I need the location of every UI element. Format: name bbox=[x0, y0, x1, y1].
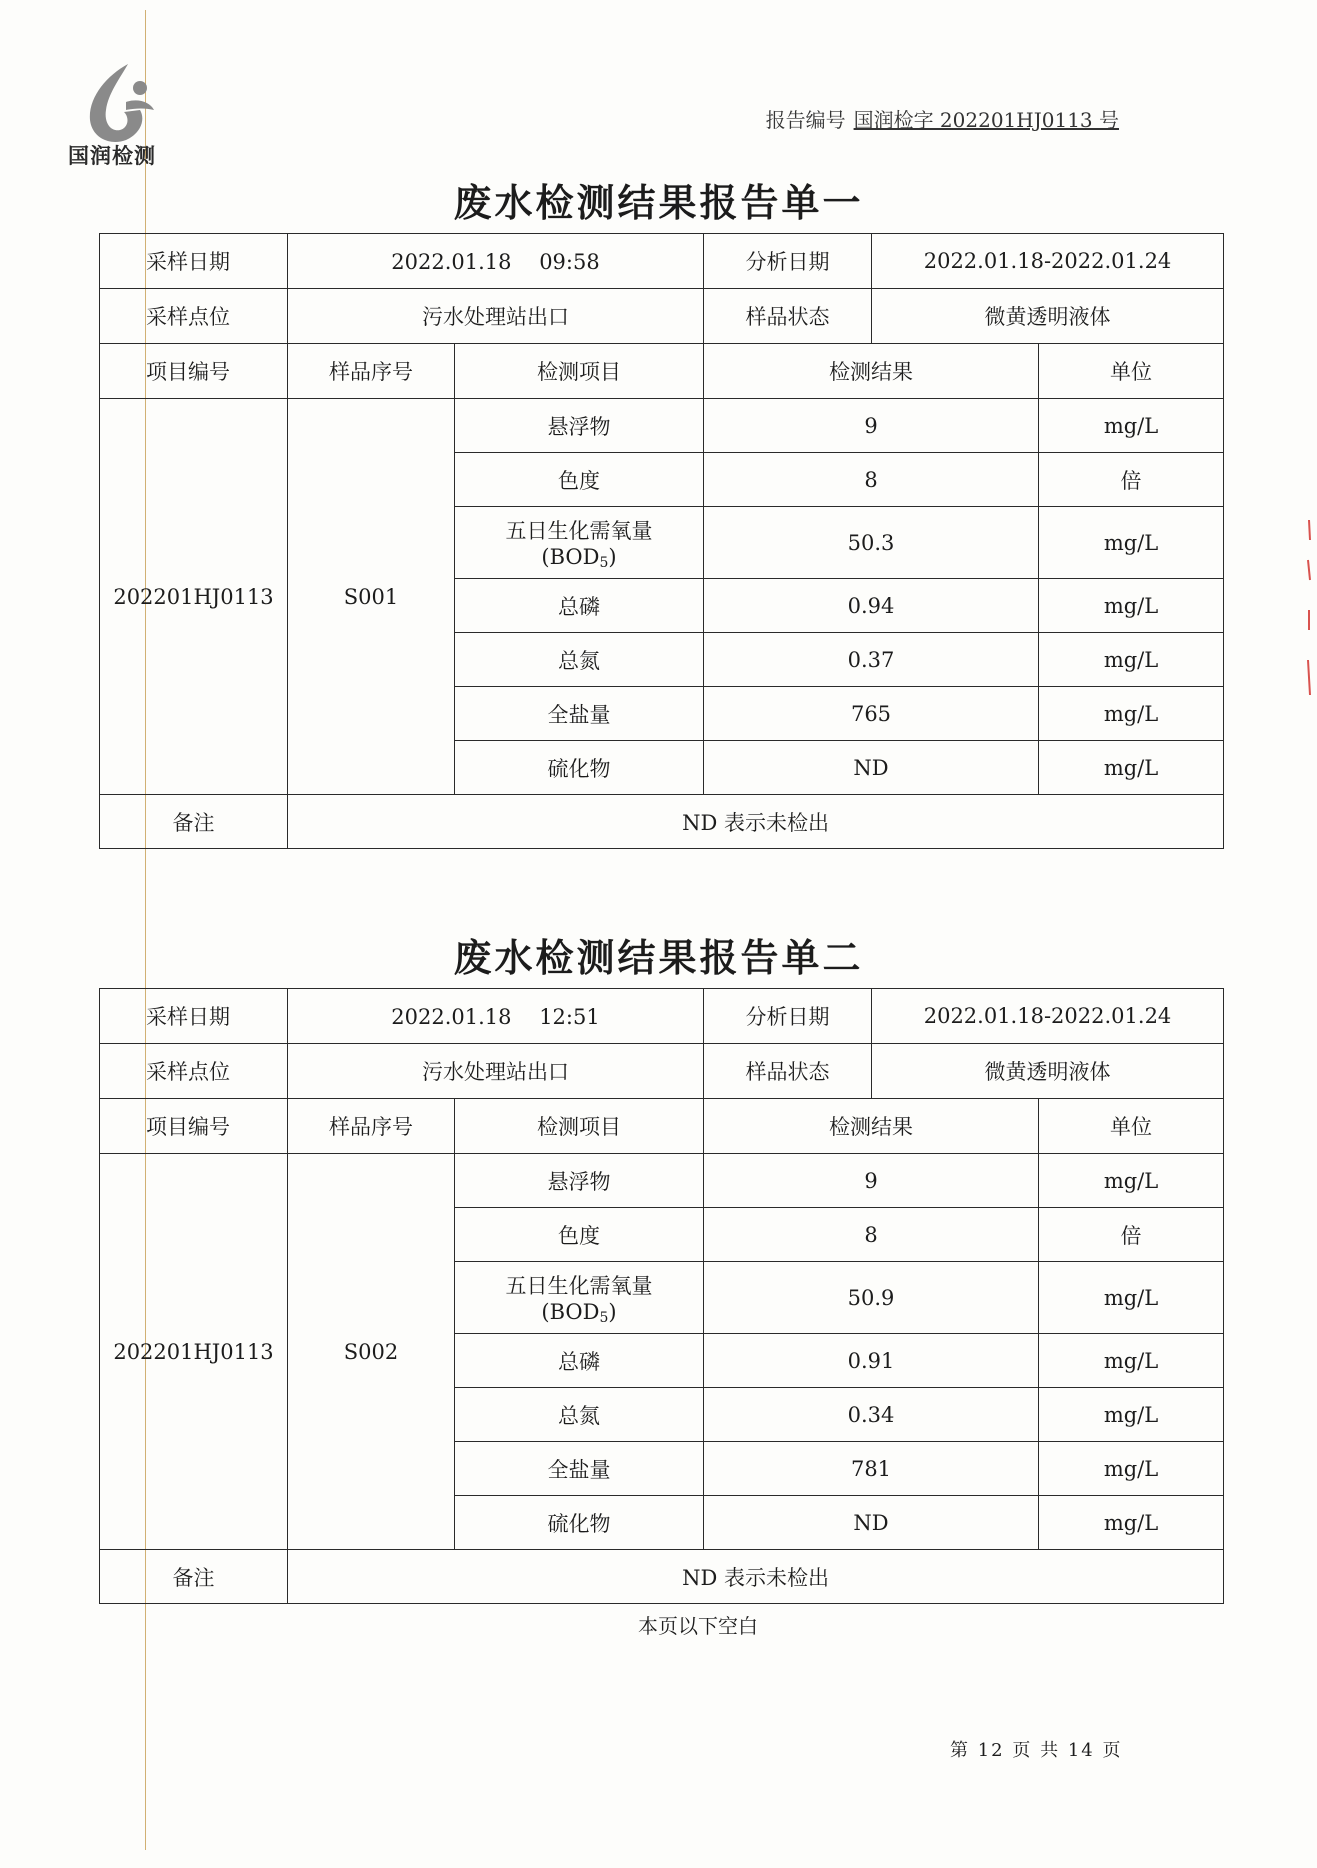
sampling-date-label: 采样日期 bbox=[100, 234, 288, 289]
remark-value: ND 表示未检出 bbox=[288, 795, 1224, 849]
page-prefix: 第 bbox=[950, 1740, 970, 1761]
test-result: 781 bbox=[704, 1442, 1039, 1496]
test-unit: mg/L bbox=[1039, 1154, 1224, 1208]
sample-seq-value: S001 bbox=[288, 399, 455, 795]
table-header-row bbox=[100, 344, 1224, 399]
page-total: 14 bbox=[1067, 1740, 1095, 1761]
table-header-row bbox=[100, 1099, 1224, 1154]
table-row bbox=[100, 1550, 1224, 1604]
company-name: 国润检测 bbox=[68, 144, 156, 168]
test-item: 悬浮物 bbox=[455, 1154, 704, 1208]
bod-subscript: 5 bbox=[599, 1309, 609, 1326]
report-no-value: 国润检字 202201HJ0113 号 bbox=[853, 108, 1119, 132]
test-item-line1: 五日生化需氧量 bbox=[505, 518, 653, 543]
test-result: 8 bbox=[704, 453, 1039, 507]
table-row bbox=[100, 399, 1224, 453]
bod-close: ) bbox=[608, 1299, 617, 1324]
test-item bbox=[455, 1262, 704, 1334]
test-result: 8 bbox=[704, 1208, 1039, 1262]
test-unit: 倍 bbox=[1039, 453, 1224, 507]
test-result: 9 bbox=[704, 1154, 1039, 1208]
page-current: 12 bbox=[977, 1740, 1005, 1761]
report-table-1 bbox=[99, 233, 1224, 849]
project-no-value: 202201HJ0113 bbox=[100, 1154, 288, 1550]
test-result: 50.9 bbox=[704, 1262, 1039, 1334]
sample-state-value: 微黄透明液体 bbox=[872, 1044, 1224, 1099]
report-table-2 bbox=[99, 988, 1224, 1604]
sampling-date-label: 采样日期 bbox=[100, 989, 288, 1044]
test-item: 总磷 bbox=[455, 579, 704, 633]
sampling-date-value: 2022.01.18 12:51 bbox=[288, 989, 704, 1044]
test-unit: mg/L bbox=[1039, 399, 1224, 453]
remark-label: 备注 bbox=[100, 1550, 288, 1604]
test-item-line2 bbox=[459, 1300, 699, 1326]
sample-seq-header: 样品序号 bbox=[288, 1099, 455, 1154]
table-row bbox=[100, 989, 1224, 1044]
bod-subscript: 5 bbox=[599, 554, 609, 571]
test-unit: mg/L bbox=[1039, 633, 1224, 687]
bod-text: (BOD bbox=[541, 544, 600, 569]
test-result: 0.37 bbox=[704, 633, 1039, 687]
stamp-edge-mark bbox=[1306, 520, 1312, 700]
test-item: 全盐量 bbox=[455, 1442, 704, 1496]
test-item bbox=[455, 507, 704, 579]
sample-state-label: 样品状态 bbox=[704, 1044, 872, 1099]
test-item-header: 检测项目 bbox=[455, 1099, 704, 1154]
test-result: ND bbox=[704, 1496, 1039, 1550]
test-unit: mg/L bbox=[1039, 741, 1224, 795]
test-result: 765 bbox=[704, 687, 1039, 741]
sample-state-label: 样品状态 bbox=[704, 289, 872, 344]
test-unit: mg/L bbox=[1039, 1496, 1224, 1550]
test-item: 全盐量 bbox=[455, 687, 704, 741]
test-result: 9 bbox=[704, 399, 1039, 453]
test-unit: mg/L bbox=[1039, 579, 1224, 633]
test-unit: 倍 bbox=[1039, 1208, 1224, 1262]
test-item: 总磷 bbox=[455, 1334, 704, 1388]
sample-seq-value: S002 bbox=[288, 1154, 455, 1550]
page-suffix: 页 bbox=[1102, 1740, 1123, 1761]
sampling-point-value: 污水处理站出口 bbox=[288, 289, 704, 344]
test-item-line1: 五日生化需氧量 bbox=[505, 1273, 653, 1298]
project-no-header: 项目编号 bbox=[100, 344, 288, 399]
project-no-value: 202201HJ0113 bbox=[100, 399, 288, 795]
report-number bbox=[766, 104, 1119, 133]
test-result: ND bbox=[704, 741, 1039, 795]
sampling-point-label: 采样点位 bbox=[100, 289, 288, 344]
table-row bbox=[100, 795, 1224, 849]
test-unit: mg/L bbox=[1039, 1262, 1224, 1334]
page-number bbox=[950, 1736, 1122, 1762]
sample-seq-header: 样品序号 bbox=[288, 344, 455, 399]
report-no-label: 报告编号 bbox=[765, 108, 846, 132]
test-item: 硫化物 bbox=[455, 1496, 704, 1550]
test-item: 悬浮物 bbox=[455, 399, 704, 453]
bod-close: ) bbox=[608, 544, 617, 569]
test-item-line2 bbox=[459, 545, 699, 571]
table-row bbox=[100, 234, 1224, 289]
test-item: 总氮 bbox=[455, 633, 704, 687]
page-mid: 页 共 bbox=[1012, 1740, 1061, 1761]
analysis-date-value: 2022.01.18-2022.01.24 bbox=[872, 234, 1224, 289]
remark-value: ND 表示未检出 bbox=[288, 1550, 1224, 1604]
test-unit: mg/L bbox=[1039, 1334, 1224, 1388]
sample-state-value: 微黄透明液体 bbox=[872, 289, 1224, 344]
test-unit: mg/L bbox=[1039, 687, 1224, 741]
table-row bbox=[100, 1044, 1224, 1099]
table-title-1: 废水检测结果报告单一 bbox=[453, 181, 864, 225]
test-result: 0.91 bbox=[704, 1334, 1039, 1388]
remark-label: 备注 bbox=[100, 795, 288, 849]
table-row bbox=[100, 289, 1224, 344]
table-row bbox=[100, 1154, 1224, 1208]
blank-below-note: 本页以下空白 bbox=[638, 1614, 758, 1638]
test-result: 0.34 bbox=[704, 1388, 1039, 1442]
test-unit: mg/L bbox=[1039, 1442, 1224, 1496]
sampling-point-value: 污水处理站出口 bbox=[288, 1044, 704, 1099]
test-unit: mg/L bbox=[1039, 1388, 1224, 1442]
sampling-point-label: 采样点位 bbox=[100, 1044, 288, 1099]
analysis-date-label: 分析日期 bbox=[704, 234, 872, 289]
table-title-2: 废水检测结果报告单二 bbox=[453, 936, 864, 980]
test-result: 50.3 bbox=[704, 507, 1039, 579]
test-result-header: 检测结果 bbox=[704, 344, 1039, 399]
test-item-header: 检测项目 bbox=[455, 344, 704, 399]
test-item: 硫化物 bbox=[455, 741, 704, 795]
unit-header: 单位 bbox=[1039, 1099, 1224, 1154]
bod-text: (BOD bbox=[541, 1299, 600, 1324]
project-no-header: 项目编号 bbox=[100, 1099, 288, 1154]
analysis-date-label: 分析日期 bbox=[704, 989, 872, 1044]
test-item: 总氮 bbox=[455, 1388, 704, 1442]
test-unit: mg/L bbox=[1039, 507, 1224, 579]
test-result: 0.94 bbox=[704, 579, 1039, 633]
analysis-date-value: 2022.01.18-2022.01.24 bbox=[872, 989, 1224, 1044]
unit-header: 单位 bbox=[1039, 344, 1224, 399]
test-item: 色度 bbox=[455, 1208, 704, 1262]
test-item: 色度 bbox=[455, 453, 704, 507]
test-result-header: 检测结果 bbox=[704, 1099, 1039, 1154]
sampling-date-value: 2022.01.18 09:58 bbox=[288, 234, 704, 289]
